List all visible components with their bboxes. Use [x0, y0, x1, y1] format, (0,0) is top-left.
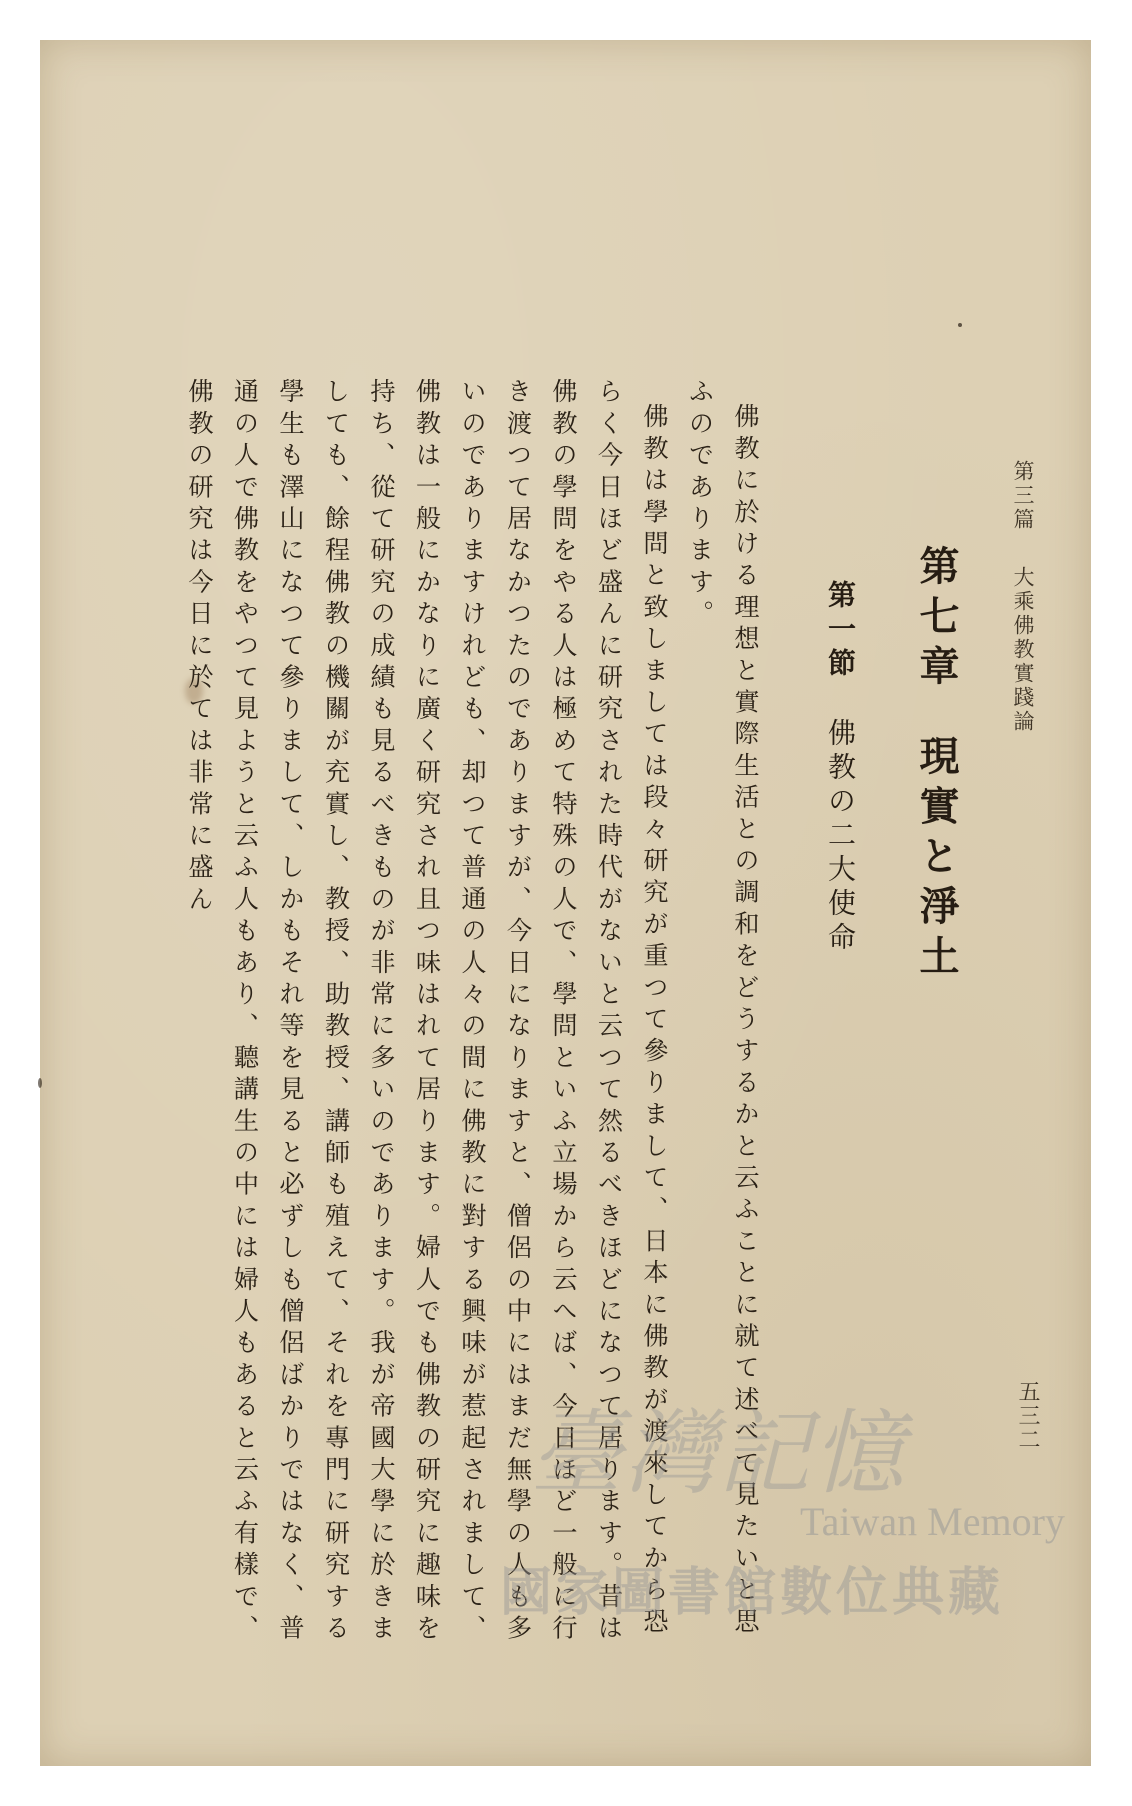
paper-stain — [38, 1078, 42, 1088]
section-title: 佛教の二大使命 — [824, 718, 857, 956]
chapter-title: 現實と淨土 — [913, 735, 960, 985]
book-page — [40, 40, 1091, 1766]
book-title: 大乘佛教實踐論 — [1011, 566, 1035, 734]
paper-stain — [958, 323, 962, 327]
paragraph: 佛教に於ける理想と實際生活との調和をどうするかと云ふことに就て述べて見たいと思ふのであります。 — [685, 378, 760, 1640]
watermark-english: Taiwan Memory — [800, 1499, 1065, 1544]
section-number: 第一節 — [824, 580, 857, 682]
chapter-number: 第七章 — [913, 545, 960, 695]
page-number: 五三二 — [1015, 1380, 1040, 1452]
section-heading — [820, 580, 860, 956]
watermark-institution: 國家圖書館數位典藏 — [500, 1563, 1005, 1623]
part-label: 第三篇 — [1011, 460, 1035, 532]
paragraph: 佛教は學問と致しましては段々研究が重つて參りまして、日本に佛教が渡來してから恐らく今日ほど盛んに研究された時代がないと云つて然るべきほどになつて居ります。昔は佛教の學問をやる人は極めて特殊の人で、學問といふ立場から云へば、今日ほど一般に行き渡つて居なかつたのでありますが、今日になりますと、僧侶の中にはまだ無學の人も多いのでありますけれども、却つて普通の人々の間に佛教に對する興味が惹起されまして、佛教は一般にかなりに廣く研究され且つ味はれて居ります。婦人でも佛教の研究に趣味を持ち、從て研究の成績も見るべきものが非常に多いのであります。我が帝國大學に於きましても、餘程佛教の機關が充實し、教授、助教授、講師も殖えて、それを專門に研究する學生も澤山になつて參りまして、しかもそれ等を見ると必ずしも僧侶ばかりではなく、普通の人で佛教をやつて見ようと云ふ人もあり、聽講生の中には婦人もあると云ふ有樣で、佛教の研究は今日に於ては非常に盛ん — [185, 378, 669, 1646]
running-header — [1008, 460, 1038, 734]
watermark — [500, 1380, 1100, 1623]
watermark-logo-text: 臺灣記憶 — [530, 1400, 907, 1507]
chapter-heading — [908, 545, 965, 985]
